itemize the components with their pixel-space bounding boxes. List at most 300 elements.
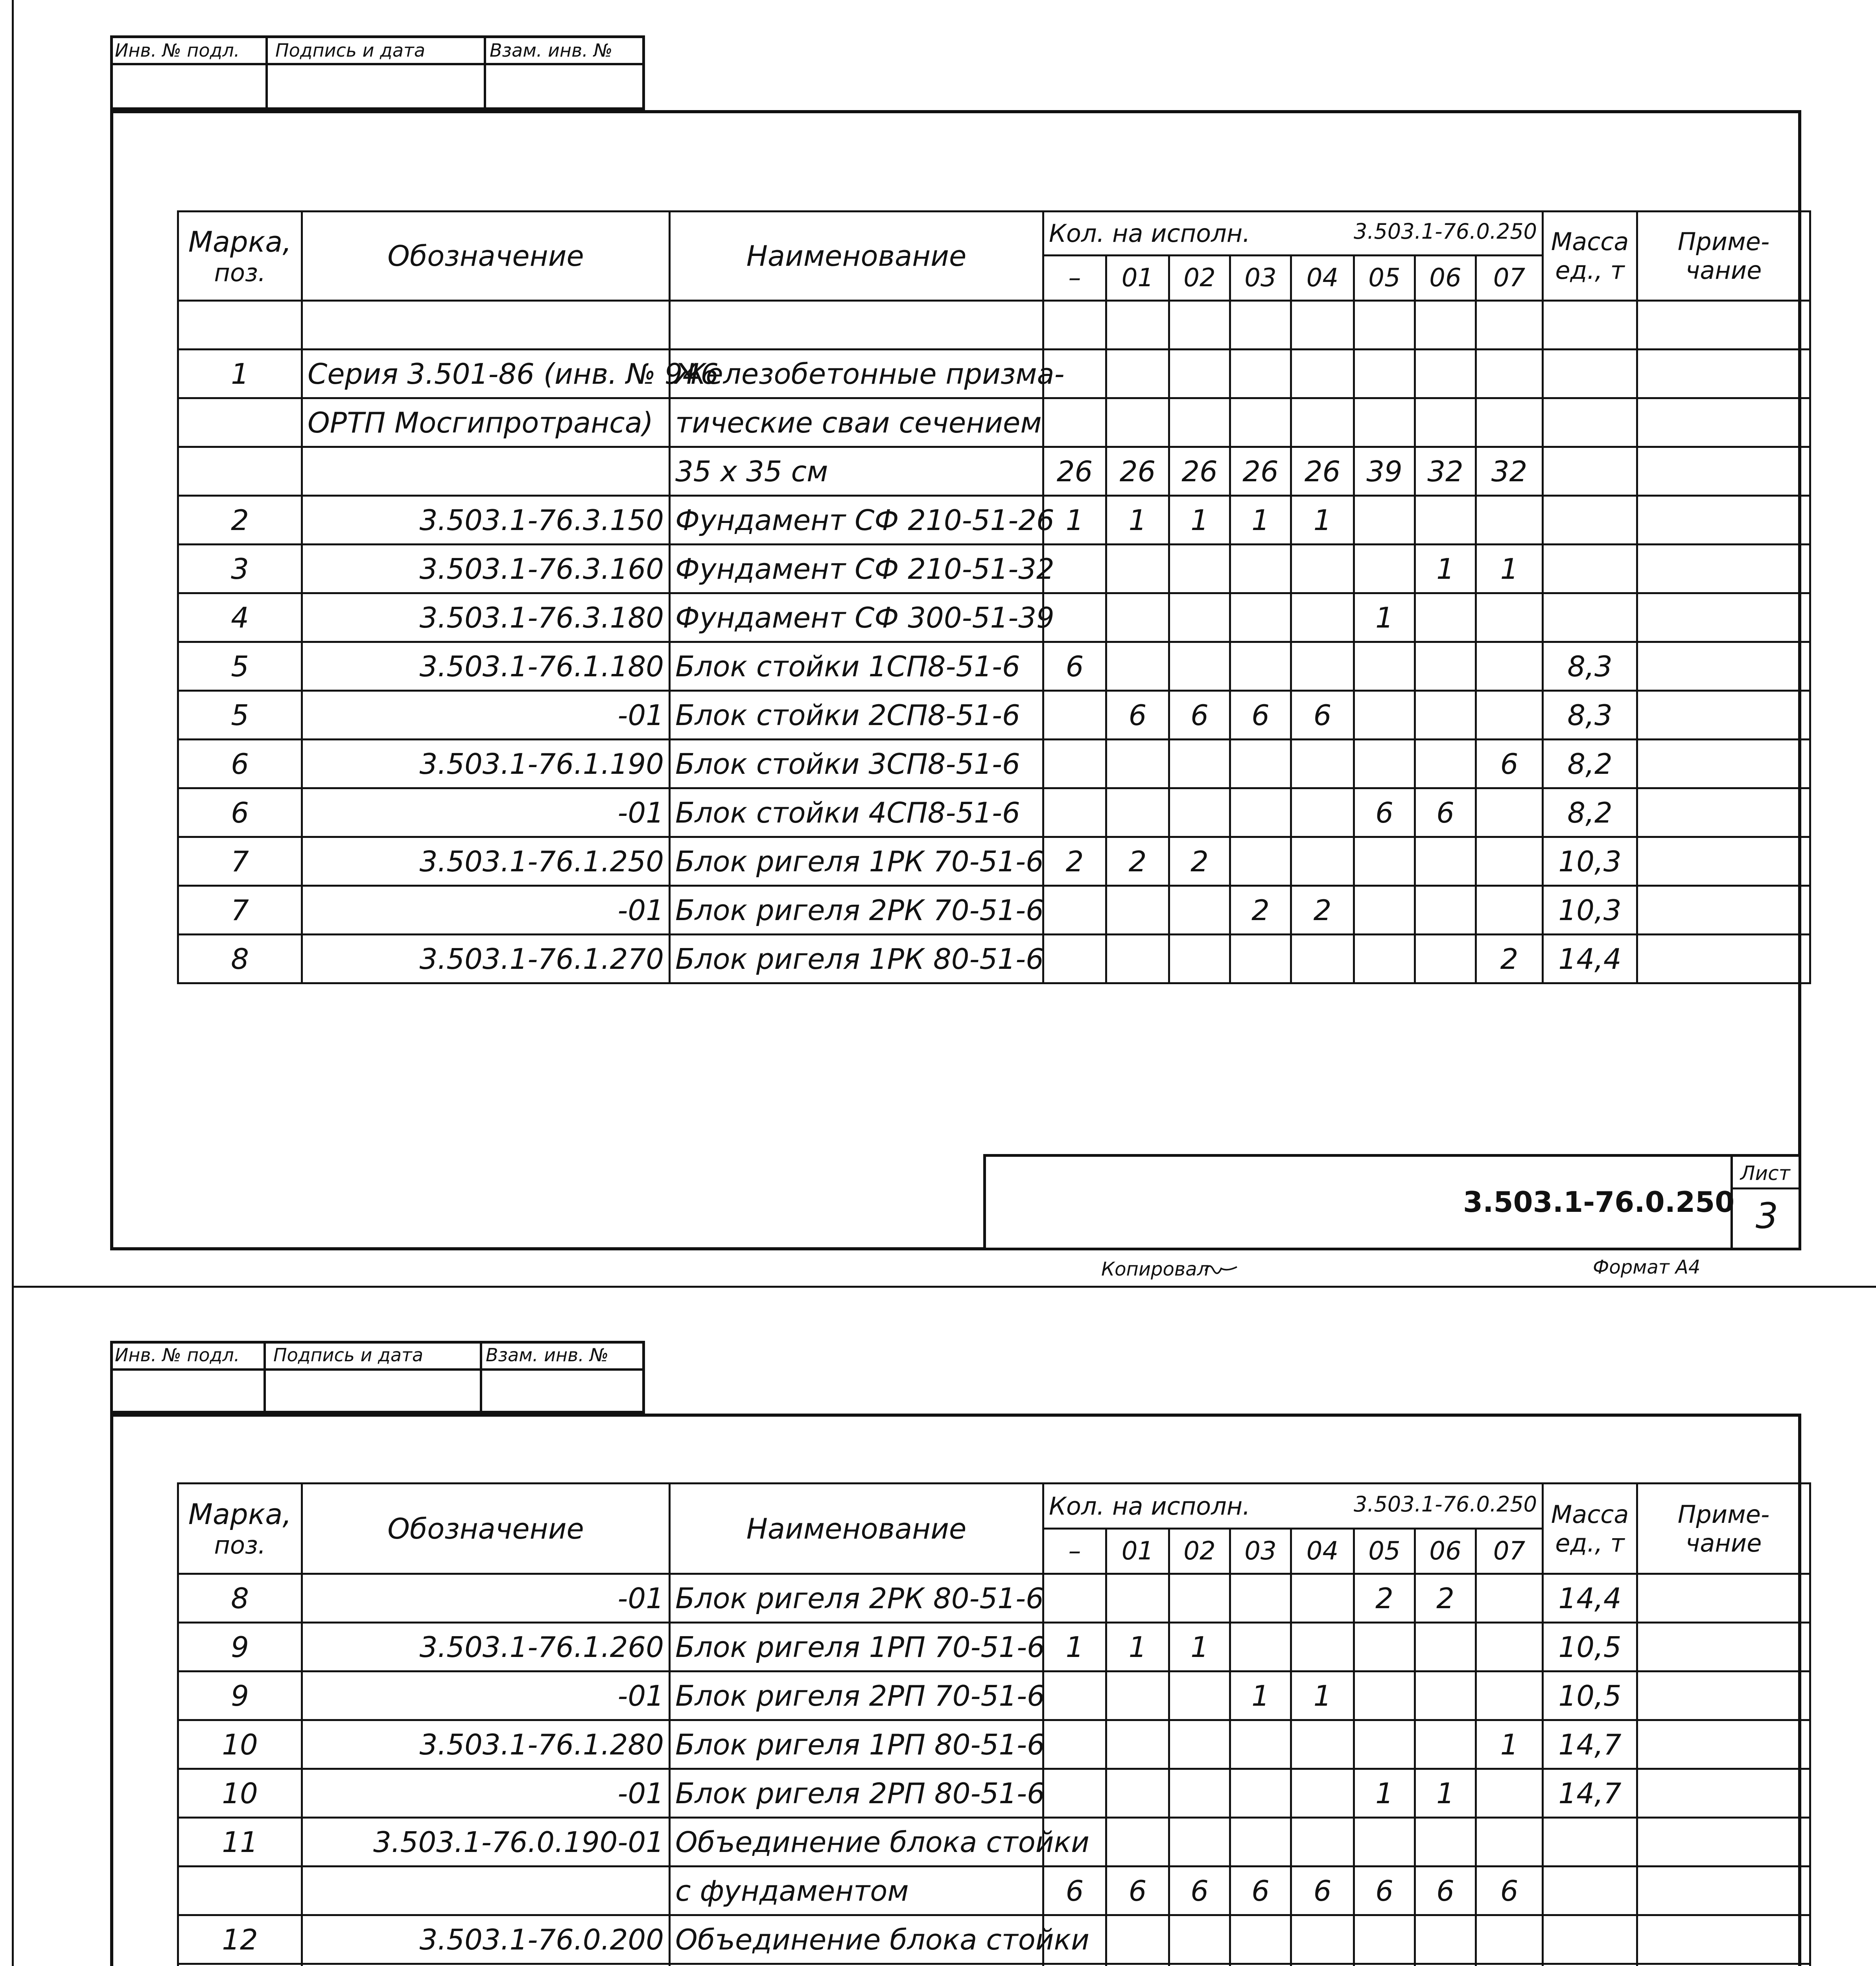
cell-name: Блок стойки 1СП8-51-6 [670, 642, 1043, 691]
cell-qty [1291, 593, 1354, 642]
spec-table [177, 210, 1811, 984]
cell-qty [1476, 1964, 1543, 1966]
cell-mass: 8,3 [1543, 691, 1637, 740]
table-row [178, 301, 1810, 350]
cell-qty [1169, 642, 1230, 691]
cell-poz: 9 [178, 1623, 302, 1671]
cell-qty [1415, 1720, 1476, 1769]
sheet-number: 3 [1755, 1195, 1778, 1237]
cell-poz: 10 [178, 1720, 302, 1769]
cell-note [1637, 1867, 1810, 1915]
cell-qty [1291, 740, 1354, 788]
cell-qty [1476, 593, 1543, 642]
cell-qty: 6 [1354, 1867, 1415, 1915]
spec-table [177, 1482, 1811, 1966]
cell-oboznachenie: 3.503.1-76.3.180 [302, 593, 670, 642]
cell-mass [1543, 496, 1637, 545]
cell-qty [1230, 593, 1291, 642]
cell-qty [1106, 642, 1169, 691]
cell-poz: 2 [178, 496, 302, 545]
cell-mass [1543, 398, 1637, 447]
cell-mass [1543, 1818, 1637, 1867]
cell-qty: 2 [1169, 837, 1230, 886]
table-row [178, 447, 1810, 496]
table-row [178, 1964, 1810, 1966]
cell-note [1637, 837, 1810, 886]
cell-qty [1043, 398, 1106, 447]
cell-qty: 1 [1291, 496, 1354, 545]
cell-qty [1106, 788, 1169, 837]
col-massa-header: Масса ед., т [1543, 1484, 1637, 1574]
cell-note [1637, 1671, 1810, 1720]
cell-qty [1354, 1623, 1415, 1671]
cell-qty: 6 [1230, 691, 1291, 740]
cell-qty [1415, 301, 1476, 350]
cell-note [1637, 691, 1810, 740]
cell-qty: 1 [1415, 545, 1476, 593]
cell-mass: 8,2 [1543, 788, 1637, 837]
col-prim-header: Приме- чание [1637, 1484, 1810, 1574]
stamp-vzam-label: Взам. инв. № [486, 1344, 609, 1366]
cell-note [1637, 496, 1810, 545]
cell-qty: 6 [1415, 1867, 1476, 1915]
cell-qty: 2 [1291, 886, 1354, 935]
cell-qty [1230, 301, 1291, 350]
cell-qty: 6 [1169, 1867, 1230, 1915]
cell-poz [178, 398, 302, 447]
cell-qty [1106, 301, 1169, 350]
cell-qty: 2 [1043, 837, 1106, 886]
cell-name: Объединение блока стойки [670, 1818, 1043, 1867]
cell-qty [1043, 886, 1106, 935]
cell-oboznachenie: Серия 3.501-86 (инв. № 946 [302, 350, 670, 398]
cell-poz: 1 [178, 350, 302, 398]
cell-poz: 8 [178, 1574, 302, 1623]
stamp-inv-label: Инв. № подл. [115, 40, 240, 61]
kol-doc-code: 3.503.1-76.0.250 [1353, 219, 1537, 244]
cell-qty [1106, 1671, 1169, 1720]
cell-qty [1476, 1671, 1543, 1720]
cell-qty [1415, 837, 1476, 886]
cell-qty [1476, 1769, 1543, 1818]
col-massa-header: Масса ед., т [1543, 212, 1637, 301]
cell-name: Объединение блока стойки [670, 1915, 1043, 1964]
table-row [178, 1818, 1810, 1867]
cell-qty [1106, 593, 1169, 642]
cell-qty: 2 [1476, 935, 1543, 983]
cell-qty: 32 [1476, 447, 1543, 496]
cell-name: Блок стойки 3СП8-51-6 [670, 740, 1043, 788]
format-label: Формат А4 [1593, 1256, 1701, 1278]
cell-qty: 1 [1169, 1623, 1230, 1671]
cell-qty [1354, 1964, 1415, 1966]
cell-name: Блок ригеля 2РК 80-51-6 [670, 1574, 1043, 1623]
table-row [178, 350, 1810, 398]
cell-oboznachenie: 3.503.1-76.1.190 [302, 740, 670, 788]
cell-qty [1291, 642, 1354, 691]
cell-qty [1291, 837, 1354, 886]
cell-note [1637, 545, 1810, 593]
cell-qty [1476, 1818, 1543, 1867]
cell-poz: 8 [178, 935, 302, 983]
cell-poz [178, 301, 302, 350]
table-row [178, 1915, 1810, 1964]
variant-header-row: – 01 02 03 04 05 06 07 [178, 1529, 1810, 1574]
cell-qty [1230, 1915, 1291, 1964]
cell-qty [1169, 740, 1230, 788]
cell-qty: 26 [1169, 447, 1230, 496]
cell-qty: 1 [1106, 496, 1169, 545]
cell-qty [1230, 642, 1291, 691]
cell-qty [1106, 1720, 1169, 1769]
cell-oboznachenie: 3.503.1-76.1.260 [302, 1623, 670, 1671]
table-row [178, 593, 1810, 642]
cell-qty [1230, 740, 1291, 788]
col-marka-header: Марка, поз. [178, 212, 302, 301]
cell-qty [1230, 1769, 1291, 1818]
cell-mass: 14,4 [1543, 935, 1637, 983]
cell-poz: 6 [178, 788, 302, 837]
cell-qty: 1 [1291, 1671, 1354, 1720]
cell-note [1637, 398, 1810, 447]
cell-qty [1354, 1915, 1415, 1964]
cell-mass [1543, 447, 1637, 496]
cell-qty [1106, 1915, 1169, 1964]
cell-qty [1415, 740, 1476, 788]
cell-poz: 9 [178, 1671, 302, 1720]
cell-qty [1415, 496, 1476, 545]
cell-mass: 10,5 [1543, 1671, 1637, 1720]
cell-qty [1106, 935, 1169, 983]
cell-poz [178, 1964, 302, 1966]
sheet-label: Лист [1740, 1162, 1790, 1185]
cell-qty [1291, 1818, 1354, 1867]
cell-oboznachenie: -01 [302, 1671, 670, 1720]
cell-qty [1043, 788, 1106, 837]
cell-name: Блок ригеля 1РП 70-51-6 [670, 1623, 1043, 1671]
cell-qty: 6 [1476, 1867, 1543, 1915]
cell-qty [1169, 788, 1230, 837]
table-row [178, 935, 1810, 983]
cell-note [1637, 1720, 1810, 1769]
cell-mass: 10,3 [1543, 886, 1637, 935]
cell-qty [1230, 1720, 1291, 1769]
cell-oboznachenie: 3.503.1-76.3.160 [302, 545, 670, 593]
cell-qty [1106, 1574, 1169, 1623]
cell-note [1637, 447, 1810, 496]
stamp-inv-label: Инв. № подл. [115, 1344, 240, 1366]
cell-name: Фундамент СФ 300-51-39 [670, 593, 1043, 642]
cell-qty [1291, 1623, 1354, 1671]
cell-qty [1354, 301, 1415, 350]
cell-qty [1169, 1671, 1230, 1720]
cell-qty [1415, 398, 1476, 447]
cell-qty [1106, 1818, 1169, 1867]
cell-qty: 26 [1043, 447, 1106, 496]
cell-qty [1476, 496, 1543, 545]
table-row [178, 740, 1810, 788]
cell-qty [1291, 1915, 1354, 1964]
cell-poz: 3 [178, 545, 302, 593]
cell-qty [1476, 1915, 1543, 1964]
cell-qty [1043, 691, 1106, 740]
cell-qty [1476, 1574, 1543, 1623]
cell-qty [1415, 1964, 1476, 1966]
col-oboznachenie-header: Обозначение [302, 212, 670, 301]
cell-mass [1543, 1867, 1637, 1915]
cell-qty: 1 [1043, 496, 1106, 545]
col-naimenovanie-header: Наименование [670, 212, 1043, 301]
cell-qty [1354, 642, 1415, 691]
table-row [178, 1671, 1810, 1720]
cell-mass: 14,7 [1543, 1769, 1637, 1818]
cell-qty [1169, 935, 1230, 983]
cell-qty [1476, 691, 1543, 740]
cell-poz: 5 [178, 691, 302, 740]
cell-note [1637, 1574, 1810, 1623]
cell-qty [1354, 935, 1415, 983]
cell-note [1637, 1769, 1810, 1818]
cell-oboznachenie: -01 [302, 691, 670, 740]
cell-qty [1169, 301, 1230, 350]
cell-qty [1043, 740, 1106, 788]
cell-qty [1230, 935, 1291, 983]
cell-qty: 6 [1106, 691, 1169, 740]
stamp-sign-label: Подпись и дата [273, 1344, 424, 1366]
cell-note [1637, 788, 1810, 837]
table-row [178, 1769, 1810, 1818]
cell-mass: 10,5 [1543, 1623, 1637, 1671]
cell-qty [1106, 350, 1169, 398]
cell-note [1637, 935, 1810, 983]
cell-qty [1415, 350, 1476, 398]
cell-qty [1230, 1623, 1291, 1671]
cell-mass: 14,7 [1543, 1720, 1637, 1769]
cell-poz: 6 [178, 740, 302, 788]
cell-note [1637, 1623, 1810, 1671]
table-row [178, 1623, 1810, 1671]
cell-qty: 6 [1043, 642, 1106, 691]
cell-qty: 2 [1354, 1574, 1415, 1623]
cell-name: с фундаментом [670, 1867, 1043, 1915]
cell-oboznachenie: 3.503.1-76.3.150 [302, 496, 670, 545]
cell-note [1637, 886, 1810, 935]
cell-qty: 1 [1354, 1769, 1415, 1818]
cell-qty [1354, 496, 1415, 545]
cell-poz: 7 [178, 886, 302, 935]
cell-name: Фундамент СФ 210-51-26 [670, 496, 1043, 545]
cell-qty [1415, 1915, 1476, 1964]
cell-note [1637, 642, 1810, 691]
cell-mass [1543, 350, 1637, 398]
cell-qty [1476, 837, 1543, 886]
cell-oboznachenie [302, 1867, 670, 1915]
cell-name: Блок ригеля 2РП 80-51-6 [670, 1769, 1043, 1818]
variant-header-row: – 01 02 03 04 05 06 07 [178, 256, 1810, 301]
cell-mass: 8,3 [1543, 642, 1637, 691]
cell-qty [1230, 1574, 1291, 1623]
signature [1203, 1258, 1239, 1280]
cell-name: Блок стойки 2СП8-51-6 [670, 691, 1043, 740]
cell-qty [1415, 886, 1476, 935]
cell-qty: 1 [1476, 545, 1543, 593]
cell-name: 35 x 35 см [670, 447, 1043, 496]
cell-qty [1230, 398, 1291, 447]
cell-oboznachenie [302, 1964, 670, 1966]
cell-qty [1415, 642, 1476, 691]
cell-name [670, 301, 1043, 350]
cell-qty [1476, 350, 1543, 398]
cell-oboznachenie: -01 [302, 1574, 670, 1623]
table-row [178, 398, 1810, 447]
cell-poz: 10 [178, 1769, 302, 1818]
cell-qty: 1 [1230, 1671, 1291, 1720]
cell-qty [1415, 1671, 1476, 1720]
cell-qty [1291, 398, 1354, 447]
cell-qty [1354, 886, 1415, 935]
cell-mass [1543, 301, 1637, 350]
cell-qty: 26 [1230, 447, 1291, 496]
col-marka-header: Марка, поз. [178, 1484, 302, 1574]
cell-note [1637, 1915, 1810, 1964]
table-row [178, 1720, 1810, 1769]
table-row [178, 788, 1810, 837]
cell-qty [1476, 788, 1543, 837]
cell-qty: 1 [1354, 593, 1415, 642]
stamp-vzam-label: Взам. инв. № [490, 40, 613, 61]
cell-qty [1230, 1964, 1291, 1966]
col-kol-header: Кол. на исполн. 3.503.1-76.0.250 [1043, 1484, 1543, 1529]
cell-mass: 10,3 [1543, 837, 1637, 886]
cell-qty: 6 [1230, 1867, 1291, 1915]
cell-qty: 6 [1291, 1867, 1354, 1915]
cell-qty [1169, 350, 1230, 398]
copied-label: Копировал [1101, 1258, 1209, 1280]
table-row [178, 545, 1810, 593]
doc-code: 3.503.1-76.0.250 [1463, 1185, 1735, 1219]
cell-name: Блок ригеля 2РП 70-51-6 [670, 1671, 1043, 1720]
cell-qty [1169, 1818, 1230, 1867]
cell-qty [1354, 545, 1415, 593]
cell-qty: 1 [1106, 1623, 1169, 1671]
table-row [178, 886, 1810, 935]
table-row [178, 691, 1810, 740]
cell-oboznachenie: 3.503.1-76.1.250 [302, 837, 670, 886]
cell-note [1637, 301, 1810, 350]
cell-qty [1043, 1964, 1106, 1966]
cell-qty [1043, 1671, 1106, 1720]
cell-qty [1169, 1964, 1230, 1966]
cell-qty: 6 [1043, 1867, 1106, 1915]
cell-qty [1169, 886, 1230, 935]
cell-name: Блок ригеля 1РК 80-51-6 [670, 935, 1043, 983]
cell-oboznachenie [302, 447, 670, 496]
cell-qty [1291, 545, 1354, 593]
cell-qty [1169, 593, 1230, 642]
cell-qty [1106, 740, 1169, 788]
col-naimenovanie-header: Наименование [670, 1484, 1043, 1574]
cell-note [1637, 593, 1810, 642]
cell-qty [1291, 1720, 1354, 1769]
cell-qty: 6 [1476, 740, 1543, 788]
cell-qty: 26 [1106, 447, 1169, 496]
cell-qty [1415, 691, 1476, 740]
cell-mass: 8,2 [1543, 740, 1637, 788]
cell-qty [1043, 1769, 1106, 1818]
cell-note [1637, 1818, 1810, 1867]
cell-poz: 4 [178, 593, 302, 642]
sheet-divider [12, 1286, 1876, 1288]
stamp-sign-label: Подпись и дата [275, 40, 426, 61]
cell-qty: 6 [1291, 691, 1354, 740]
cell-note [1637, 350, 1810, 398]
cell-qty [1106, 1769, 1169, 1818]
cell-qty [1106, 886, 1169, 935]
cell-qty [1291, 301, 1354, 350]
col-prim-header: Приме- чание [1637, 212, 1810, 301]
table-row [178, 496, 1810, 545]
cell-qty [1354, 350, 1415, 398]
cell-qty [1354, 1720, 1415, 1769]
cell-qty [1291, 935, 1354, 983]
cell-qty [1169, 545, 1230, 593]
cell-oboznachenie: -01 [302, 886, 670, 935]
cell-qty [1415, 935, 1476, 983]
cell-name: тические сваи сечением [670, 398, 1043, 447]
cell-qty [1169, 398, 1230, 447]
cell-qty [1230, 545, 1291, 593]
cell-qty [1169, 1915, 1230, 1964]
cell-qty: 2 [1230, 886, 1291, 935]
cell-qty [1106, 1964, 1169, 1966]
cell-poz [178, 447, 302, 496]
cell-poz: 7 [178, 837, 302, 886]
cell-poz: 5 [178, 642, 302, 691]
cell-qty: 2 [1415, 1574, 1476, 1623]
cell-qty: 39 [1354, 447, 1415, 496]
cell-qty [1230, 1818, 1291, 1867]
cell-qty: 1 [1415, 1769, 1476, 1818]
cell-qty [1476, 301, 1543, 350]
cell-oboznachenie: 3.503.1-76.1.280 [302, 1720, 670, 1769]
cell-mass: 14,4 [1543, 1574, 1637, 1623]
cell-oboznachenie [302, 301, 670, 350]
cell-qty [1476, 398, 1543, 447]
cell-oboznachenie: 3.503.1-76.0.190-01 [302, 1818, 670, 1867]
cell-mass [1543, 593, 1637, 642]
cell-qty [1354, 740, 1415, 788]
table-row [178, 837, 1810, 886]
cell-name [670, 1964, 1043, 1966]
cell-qty: 32 [1415, 447, 1476, 496]
cell-qty [1415, 1818, 1476, 1867]
cell-qty [1354, 1818, 1415, 1867]
cell-poz [178, 1867, 302, 1915]
cell-qty [1291, 1769, 1354, 1818]
cell-qty: 1 [1230, 496, 1291, 545]
cell-qty [1230, 350, 1291, 398]
kol-doc-code: 3.503.1-76.0.250 [1353, 1491, 1537, 1517]
cell-name: Фундамент СФ 210-51-32 [670, 545, 1043, 593]
cell-qty [1291, 788, 1354, 837]
cell-qty: 1 [1476, 1720, 1543, 1769]
cell-qty [1043, 1720, 1106, 1769]
cell-name: Блок ригеля 1РК 70-51-6 [670, 837, 1043, 886]
cell-qty [1043, 935, 1106, 983]
cell-qty [1476, 1623, 1543, 1671]
cell-qty: 1 [1169, 496, 1230, 545]
cell-qty: 2 [1106, 837, 1169, 886]
